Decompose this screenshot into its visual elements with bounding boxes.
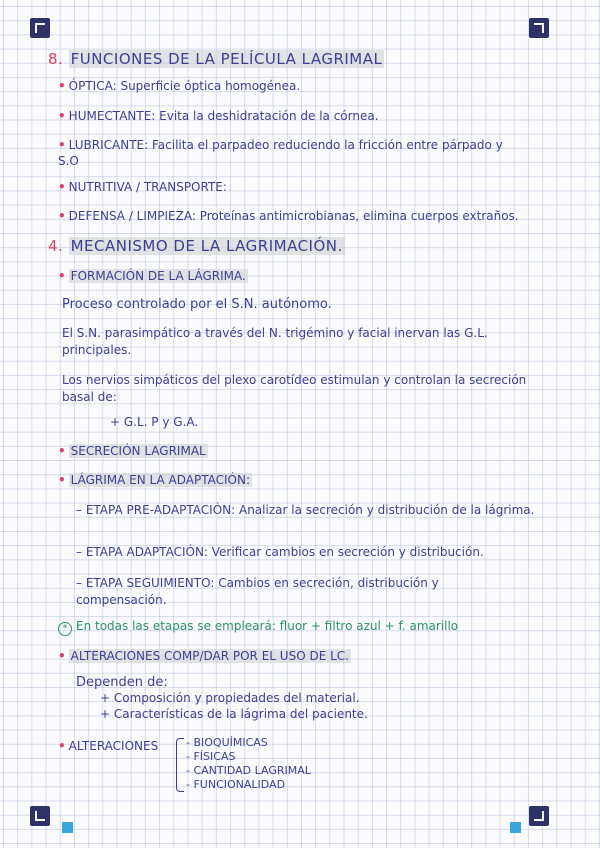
text-dependen: Dependen de: [76,675,168,690]
alteracion-item: - BIOQUÍMICAS [186,736,268,749]
corner-mark-icon [529,18,549,38]
text-simpaticos: Los nervios simpáticos del plexo carotídeo estimulan y controlan la secreción basal de: [62,373,527,404]
subheading-adaptacion: • LÁGRIMA EN LA ADAPTACIÓN: [58,473,251,487]
margin-square-icon [62,822,73,833]
alteraciones-label: • ALTERACIONES [58,739,159,753]
text-proceso: Proceso controlado por el S.N. autónomo. [62,297,332,312]
alteracion-item: - FUNCIONALIDAD [186,778,286,791]
depend-item: + Características de la lágrima del paciente. [100,707,368,721]
function-item: • DEFENSA / LIMPIEZA: Proteínas antimicrobianas, elimina cuerpos extraños. [58,209,519,223]
section-heading-4: 4. MECANISMO DE LA LAGRIMACIÓN. [48,237,343,255]
corner-mark-icon [529,806,549,826]
note-line: * En todas las etapas se empleará: fluor + filtro azul + f. amarillo [58,620,458,636]
depend-item: + Composición y propiedades del material. [100,691,360,705]
asterisk-circle-icon: * [58,622,72,636]
text-parasimpatico: El S.N. parasimpático a través del N. trigémino y facial inervan las G.L. principales. [62,326,488,357]
text-glands: + G.L. P y G.A. [110,415,199,429]
subheading-secrecion: • SECRECIÓN LAGRIMAL [58,444,206,458]
stage-item: – ETAPA SEGUIMIENTO: Cambios en secreción, distribución y compensación. [76,576,439,607]
corner-mark-icon [30,18,50,38]
stage-item: – ETAPA PRE-ADAPTACIÓN: Analizar la secreción y distribución de la lágrima. [76,503,535,517]
function-item: • HUMECTANTE: Evita la deshidratación de la córnea. [58,109,379,123]
corner-mark-icon [30,806,50,826]
alteracion-item: - FÍSICAS [186,750,236,763]
function-item: • NUTRITIVA / TRANSPORTE: [58,180,227,194]
stage-item: – ETAPA ADAPTACIÓN: Verificar cambios en secreción y distribución. [76,545,484,559]
subheading-formacion: • FORMACIÓN DE LA LÁGRIMA. [58,269,246,283]
margin-square-icon [510,822,521,833]
brace-icon [176,738,184,792]
section-heading-8: 8. FUNCIONES DE LA PELÍCULA LAGRIMAL [48,50,383,68]
alteracion-item: - CANTIDAD LAGRIMAL [186,764,311,777]
function-item: • ÓPTICA: Superficie óptica homogénea. [58,79,301,93]
subheading-alteraciones: • ALTERACIONES COMP/DAR POR EL USO DE LC. [58,649,349,663]
function-item: • LUBRICANTE: Facilita el parpadeo reduciendo la fricción entre párpado y S.O [58,138,503,168]
